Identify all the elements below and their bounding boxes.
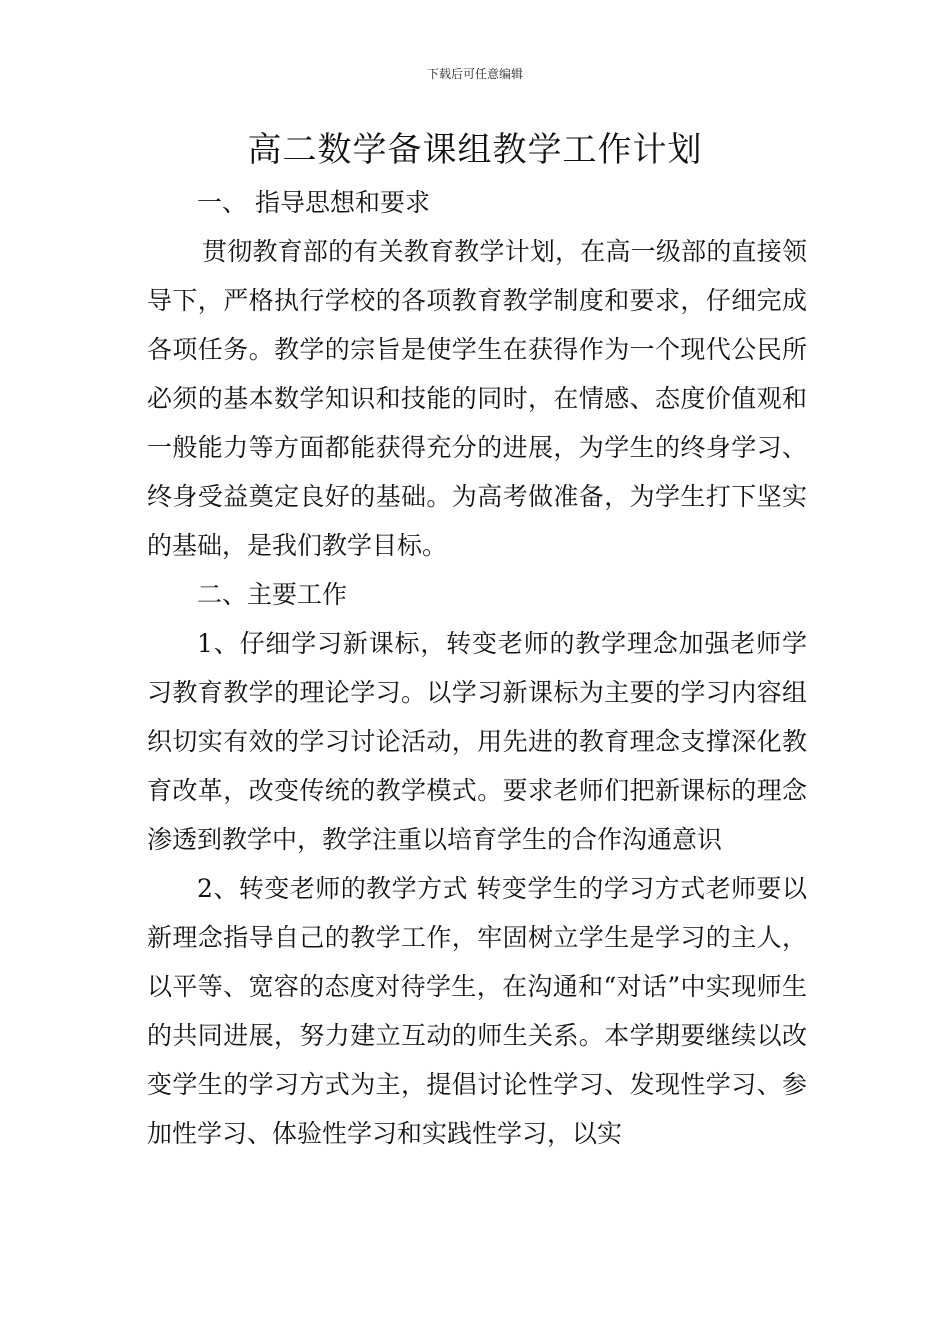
section-heading-main-work: 二、主要工作 (197, 580, 348, 609)
paragraph-main-work-1: 1、仔细学习新课标，转变老师的教学理念加强老师学习教育教学的理论学习。以学习新课标为主要的学习内容组织切实有效的学习讨论活动，用先进的教育理念支撑深化教育改革，改变传统的教学模式。要求老师们把新课标的理念渗透到教学中，教学注重以培育学生的合作沟通意识 (147, 629, 807, 854)
paragraph-main-work-2: 2、转变老师的教学方式 转变学生的学习方式老师要以新理念指导自己的教学工作，牢固树立学生是学习的主人，以平等、宽容的态度对待学生，在沟通和“对话”中实现师生的共同进展，努力建立互动的师生关系。本学期要继续以改变学生的学习方式为主，提倡讨论性学习、发现性学习、参加性学习、体验性学习和实践性学习，以实 (147, 874, 807, 1148)
document-title: 高二数学备课组教学工作计划 (247, 130, 703, 170)
header-note: 下载后可任意编辑 (426, 67, 523, 81)
paragraph-guiding-ideas: 贯彻教育部的有关教育教学计划，在高一级部的直接领导下，严格执行学校的各项教育教学制度和要求，仔细完成各项任务。教学的宗旨是使学生在获得作为一个现代公民所必须的基本数学知识和技能的同时，在情感、态度价值观和一般能力等方面都能获得充分的进展，为学生的终身学习、终身受益奠定良好的基础。为高考做准备，为学生打下坚实的基础，是我们教学目标。 (147, 237, 807, 560)
document-body (147, 178, 807, 1158)
section-heading-guiding-ideas: 一、 指导思想和要求 (197, 188, 430, 217)
